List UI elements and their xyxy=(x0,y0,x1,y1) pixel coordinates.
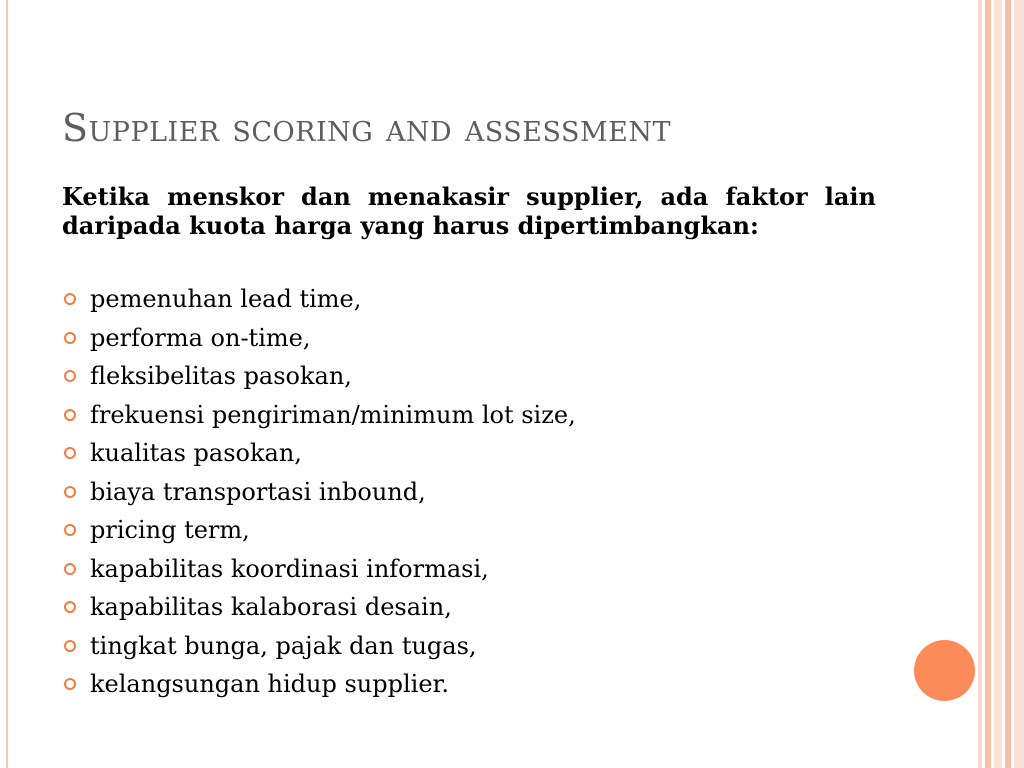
ring-bullet-icon xyxy=(64,678,76,690)
right-stripe xyxy=(978,0,982,768)
circle-decoration xyxy=(914,640,975,701)
list-item xyxy=(62,511,576,550)
list-item xyxy=(62,396,576,435)
list-item xyxy=(62,319,576,358)
right-stripe xyxy=(985,0,991,768)
ring-bullet-icon xyxy=(64,409,76,421)
slide-title: Supplier scoring and assessment xyxy=(62,106,671,150)
ring-bullet-icon xyxy=(64,563,76,575)
ring-bullet-icon xyxy=(64,447,76,459)
bullet-text: kualitas pasokan, xyxy=(90,439,302,468)
ring-bullet-icon xyxy=(64,293,76,305)
list-item xyxy=(62,357,576,396)
bullet-text: pemenuhan lead time, xyxy=(90,285,362,314)
ring-bullet-icon xyxy=(64,524,76,536)
right-stripe xyxy=(994,0,1002,768)
list-item xyxy=(62,280,576,319)
left-border-line xyxy=(6,0,8,768)
bullet-text: pricing term, xyxy=(90,516,250,545)
right-stripe xyxy=(1014,0,1024,768)
ring-bullet-icon xyxy=(64,601,76,613)
list-item xyxy=(62,588,576,627)
list-item xyxy=(62,434,576,473)
bullet-list xyxy=(62,280,576,704)
intro-paragraph: Ketika menskor dan menakasir supplier, ada faktor lain daripada kuota harga yang harus dipertimbangkan: xyxy=(62,182,876,240)
bullet-text: kapabilitas koordinasi informasi, xyxy=(90,554,489,583)
bullet-text: fleksibelitas pasokan, xyxy=(90,362,352,391)
bullet-text: tingkat bunga, pajak dan tugas, xyxy=(90,631,477,660)
ring-bullet-icon xyxy=(64,332,76,344)
bullet-text: frekuensi pengiriman/minimum lot size, xyxy=(90,400,576,429)
ring-bullet-icon xyxy=(64,640,76,652)
ring-bullet-icon xyxy=(64,486,76,498)
bullet-text: performa on-time, xyxy=(90,323,311,352)
list-item xyxy=(62,627,576,666)
list-item xyxy=(62,473,576,512)
ring-bullet-icon xyxy=(64,370,76,382)
list-item xyxy=(62,665,576,704)
bullet-text: kapabilitas kalaborasi desain, xyxy=(90,593,452,622)
right-stripe xyxy=(1005,0,1011,768)
list-item xyxy=(62,550,576,589)
bullet-text: kelangsungan hidup supplier. xyxy=(90,670,450,699)
bullet-text: biaya transportasi inbound, xyxy=(90,477,426,506)
